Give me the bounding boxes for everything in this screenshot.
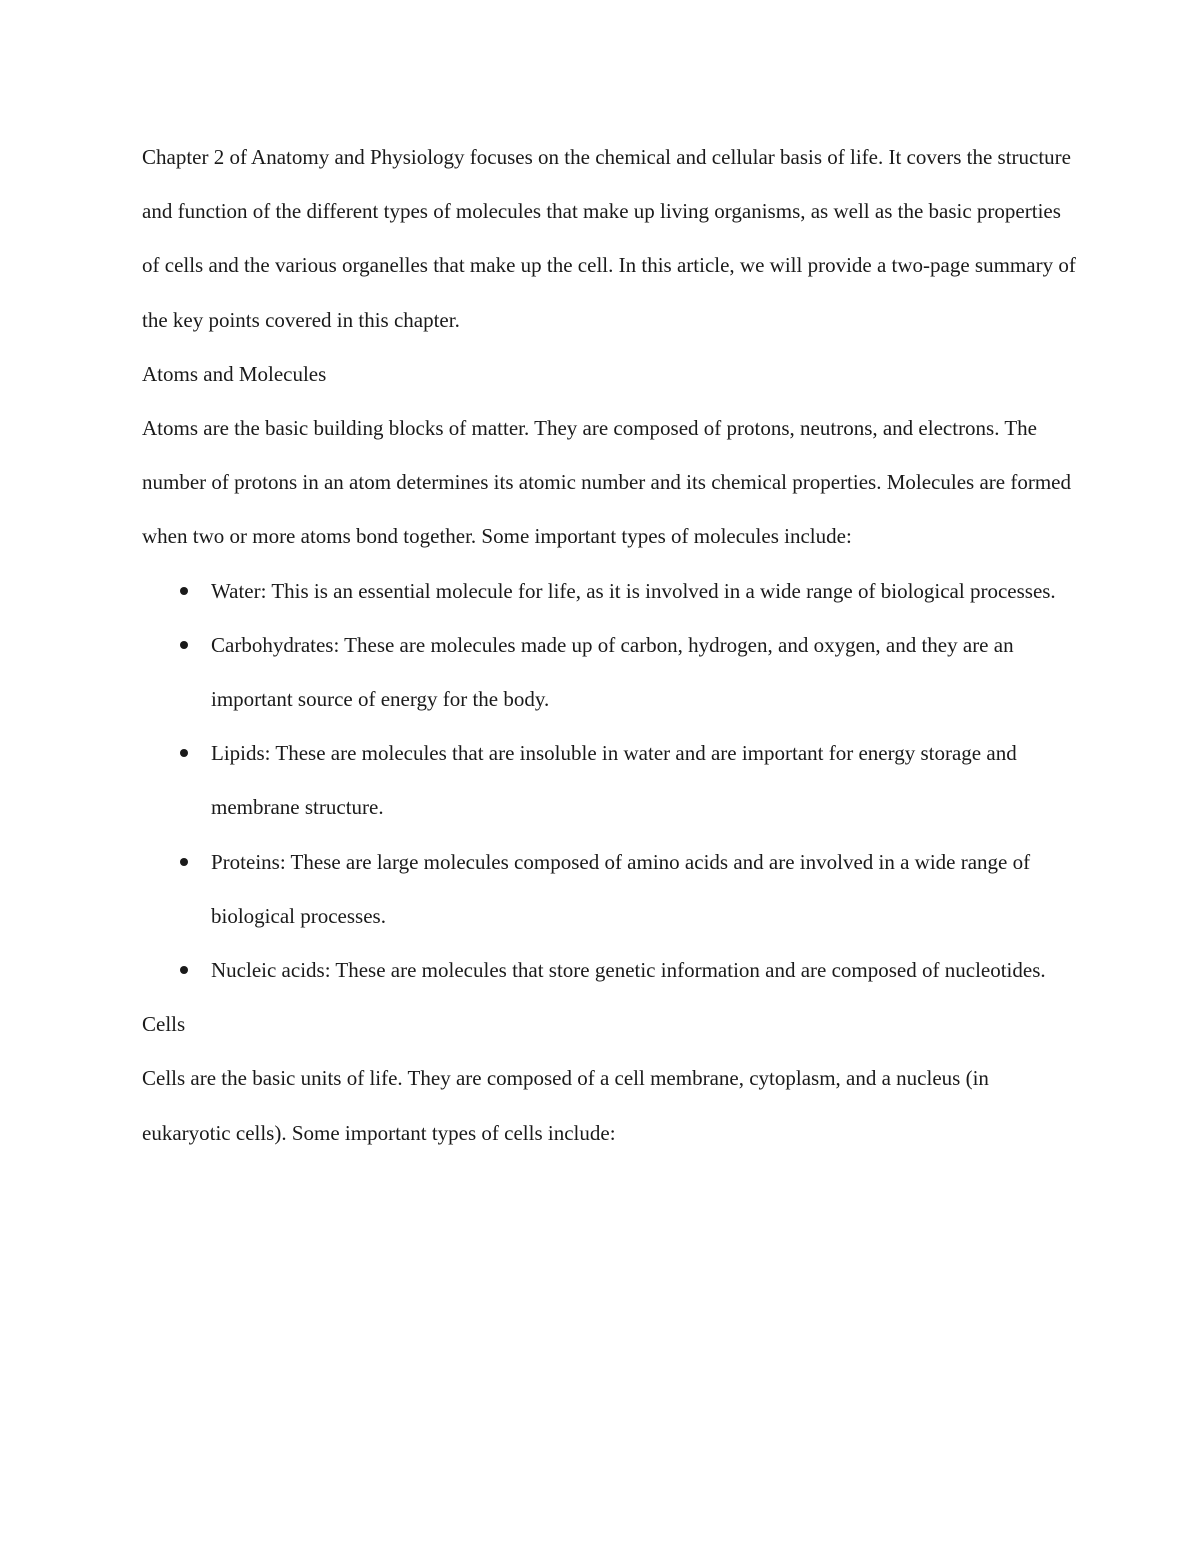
list-item	[142, 835, 1082, 943]
bullet-icon	[180, 587, 188, 595]
bullet-icon	[180, 749, 188, 757]
list-item	[142, 726, 1082, 834]
list-item-text: Lipids: These are molecules that are insoluble in water and are important for energy storage and membrane structure.	[211, 741, 1017, 820]
molecule-types-list	[142, 564, 1082, 998]
list-item-text: Water: This is an essential molecule for life, as it is involved in a wide range of biological processes.	[211, 578, 1056, 603]
list-item-text: Nucleic acids: These are molecules that store genetic information and are composed of nucleotides.	[211, 958, 1046, 983]
section-heading-atoms-molecules: Atoms and Molecules	[142, 361, 327, 386]
document-body	[142, 130, 1082, 1160]
list-item-text: Carbohydrates: These are molecules made up of carbon, hydrogen, and oxygen, and they are an important source of energy for the body.	[211, 632, 1014, 712]
bullet-icon	[180, 641, 188, 649]
cells-paragraph: Cells are the basic units of life. They are composed of a cell membrane, cytoplasm, and a nucleus (in eukaryotic cells). Some important types of cells include:	[142, 1066, 989, 1145]
intro-paragraph: Chapter 2 of Anatomy and Physiology focuses on the chemical and cellular basis of life. It covers the structure and function of the different types of molecules that make up living organisms, as well as the basic properties of cells and the various organelles that make up the cell. In this article, we will provide a two-page summary of the key points covered in this chapter.	[142, 145, 1076, 332]
list-item	[142, 618, 1082, 726]
list-item-text: Proteins: These are large molecules composed of amino acids and are involved in a wide range of biological processes.	[211, 849, 1031, 928]
section-heading-cells: Cells	[142, 1012, 186, 1037]
atoms-molecules-paragraph: Atoms are the basic building blocks of matter. They are composed of protons, neutrons, and electrons. The number of protons in an atom determines its atomic number and its chemical properties. Molecules are formed when two or more atoms bond together. Some important types of molecules include:	[142, 416, 1071, 549]
bullet-icon	[180, 858, 188, 866]
list-item	[142, 564, 1082, 618]
list-item	[142, 943, 1082, 997]
bullet-icon	[180, 966, 188, 974]
